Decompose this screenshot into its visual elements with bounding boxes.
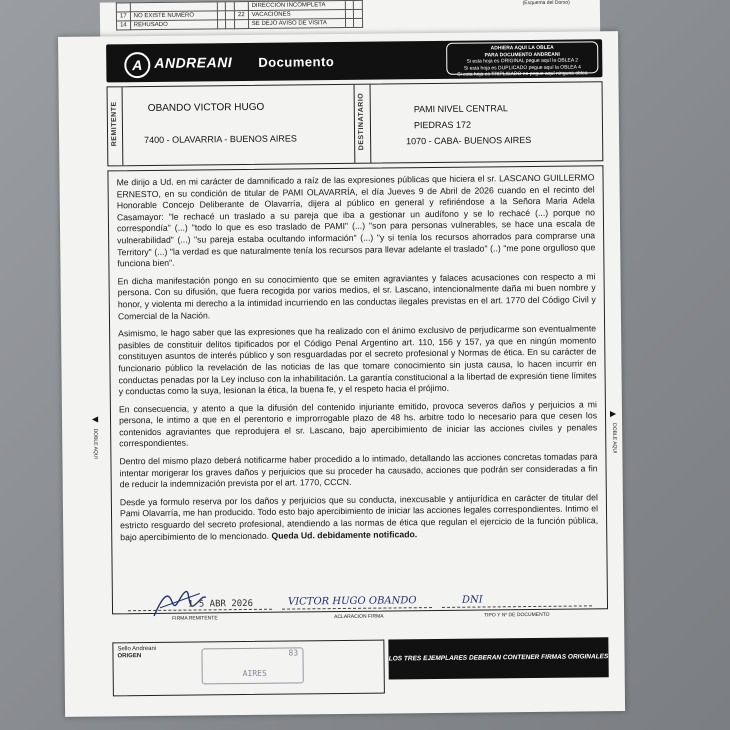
table-cell (226, 20, 235, 29)
table-cell (345, 18, 354, 27)
table-cell: 14 (117, 21, 131, 30)
stamp-number: 83 (288, 648, 299, 658)
oblea-title: ADHIERA AQUI LA OBLEA (490, 44, 554, 52)
fold-label-left: DOBLE AQUI (92, 428, 99, 459)
signature-area (112, 593, 608, 636)
original-signatures-notice: LOS TRES EJEMPLARES DEBERAN CONTENER FIRMAS ORIGINALES (388, 637, 608, 679)
document-type: Documento (258, 54, 335, 70)
table-cell (345, 9, 354, 18)
table-cell: SE DEJO AVISO DE VISITA (248, 19, 345, 29)
handwritten-name: VICTOR HUGO OBANDO (287, 595, 417, 608)
table-cell (235, 20, 249, 29)
oblea-line: Si esta hoja es ORIGINAL pegue aquí la OBLEA 2 (466, 57, 579, 65)
sello-label-group (117, 646, 156, 660)
letter-body (107, 165, 608, 614)
table-cell (217, 11, 226, 20)
date-stamp: 1 5 ABR 2026 (187, 598, 254, 610)
oblea-subtitle: PARA DOCUMENTO ANDREANI (484, 51, 560, 58)
sender-city: 7400 - OLAVARRIA - BUENOS AIRES (144, 133, 297, 146)
andreani-logo-icon: A (124, 52, 150, 78)
sello-label: Sello Andreani (117, 645, 157, 653)
divider (370, 85, 372, 163)
table-cell (345, 0, 354, 9)
caption-tipo-documento: TIPO Y Nº DE DOCUMENTO (484, 611, 550, 619)
andreani-document-sheet (58, 31, 625, 717)
table-cell: NO EXISTE NUMERO (130, 11, 217, 21)
divider (122, 87, 124, 165)
prev-form-side-text: (Esquema del Dorso) (522, 0, 570, 7)
handwritten-dni: DNI (461, 594, 483, 606)
paragraph: En dicha manifestación pongo en su conocimiento que se emiten agraviantes y falaces acusaciones con respecto a mi persona. Con su difusión, que fuera recogida por varios medios, el sr. Lascano, intencionalmente daña mi buen nombre y honor, y violenta mi derecho a la intimidad incurriendo en las conductas ilegales previstas en el art. 1770 del Código Civil y Comercial de la Nación. (117, 271, 596, 321)
oblea-line: Si esta hoja es TRIPLICADO no pegue aquí ninguna oblea (457, 70, 588, 78)
fold-label-right: DOBLE AQUI (611, 423, 618, 454)
table-cell (217, 20, 226, 29)
divider (354, 85, 356, 163)
reason-table (116, 0, 363, 30)
paragraph: Me dirijo a Ud. en mi carácter de damnificado a raíz de las expresiones públicas que hiciera el sr. LASCANO GUILLERMO ERNESTO, en su condición de titular de PAMI OLAVARRÍA, el día Jueves 9 de Abril de 2026 cuando en el recinto del Honorable Concejo Deliberante de Olavarría, dijera al público en general y refiriéndose a la Señora Maria Adela Casamayor: "le rechacé un traslado a su pareja que iba a gestionar un audífono y se lo rechacé (...) porque no correspondía" (...) "todo lo que es eso traslado de PAMI" (...) "son para personas vulnerables, se hace una escala de vulnerabilidad" (...) "su pareja estaba ocultando información" (...) "y si tenía los recursos ahorrados para comprarse una Territory" (...) "la verdad es que naturalmente tenía los recursos para llevar adelante el traslado" (..) "me pone orgulloso que funciona bien". (116, 172, 596, 269)
table-cell (354, 0, 363, 9)
table-cell (226, 11, 235, 20)
recipient-city: 1070 - CABA- BUENOS AIRES (406, 134, 532, 147)
destinatario-label: DESTINATARIO (357, 92, 366, 151)
table-cell (354, 18, 363, 27)
stamp-text: AIRES (242, 668, 267, 679)
table-cell (354, 9, 363, 18)
paragraph-last (120, 492, 598, 543)
recipient-street: PIEDRAS 172 (413, 119, 472, 131)
brand-name: ANDREANI (154, 54, 233, 71)
document-header (106, 39, 602, 82)
table-cell (226, 2, 235, 11)
table-cell: REHUSADO (130, 20, 217, 30)
sender-name: OBANDO VICTOR HUGO (147, 101, 265, 114)
sello-box (112, 640, 385, 697)
paragraph: Dentro del mismo plazo deberá notificarme haber procedido a lo intimado, detallando las acciones concretas tomadas para intentar morigerar los graves daños y perjuicios que su proceder ha causado, acciones que podrán ser consideradas a fin de reducir la indemnización prevista por el art. 1770, CCCN. (119, 451, 598, 490)
address-box (107, 81, 604, 166)
recipient-name: PAMI NIVEL CENTRAL (413, 103, 508, 115)
table-cell: DIRECCION INCOMPLETA (248, 1, 345, 11)
remitente-label: REMITENTE (110, 101, 119, 147)
paragraph: Asimismo, le hago saber que las expresiones que ha realizado con el ánimo exclusivo de perjudicarme son eventualmente pasibles de constituir delitos tipificados por el Código Penal Argentino art. 110, 156 y 157, ya que en ningún momento constituyen asuntos de interés público y son resguardadas por el secreto profesional y Normas de ética. En su carácter de funcionario público la revelación de las noticias de las que tomare conocimiento sin justa causa, lo hacen incurrir en conductas penadas por la Ley incluso con la inhabilitación. La garantía constitucional a la libertad de expresión tiene límites y conductas como la suya, lesionan la ética, la buena fe, y el respeto hacia el prójimo. (118, 323, 597, 397)
caption-firma: FIRMA REMITENTE (172, 615, 218, 622)
origen-label: ORIGEN (117, 653, 142, 660)
oblea-box (446, 41, 598, 78)
document-line (442, 605, 592, 608)
post-stamp (201, 647, 303, 684)
paragraph-text: Desde ya formulo reserva por los daños y perjuicios que su conducta, inexcusable y antijurídica en carácter de titular del Pami Olavarría, me han producido. Todo esto bajo apercibimiento de iniciar las acciones legales correspondientes. Intimo el estricto resguardo del secreto profesional, atendiendo a las normas de ética que regulan el ejercicio de la función pública, bajo apercibimiento de lo mencionado. (119, 492, 599, 542)
table-cell: VACACIONES (248, 10, 345, 20)
fold-arrow-icon: ▶ (609, 409, 617, 419)
closing-statement: Queda Ud. debidamente notificado. (271, 528, 418, 541)
paragraph: En consecuencia, y atento a que la difusión del contenido injuriante emitido, provoca severos daños y perjuicios a mi persona, le intimo a que en el perentorio e improrrogable plazo de 48 hs. arbitre todo lo necesario para que cesen los contenidos agraviantes que reprodujera el sr. Lascano, bajo apercibimiento de iniciar las acciones civiles y penales correspondientes. (118, 398, 598, 449)
clarification-line (282, 607, 432, 610)
table-cell (116, 3, 130, 12)
table-cell: 17 (116, 12, 130, 21)
caption-aclaracion: ACLARACION FIRMA (334, 613, 384, 621)
oblea-line: Si esta hoja es DUPLICADO pegue aquí la OBLEA 4 (463, 63, 581, 72)
table-row (117, 18, 363, 30)
fold-arrow-icon: ◀ (91, 414, 99, 424)
table-cell: 22 (234, 11, 248, 20)
table-cell (234, 2, 248, 11)
table-cell (217, 2, 226, 11)
